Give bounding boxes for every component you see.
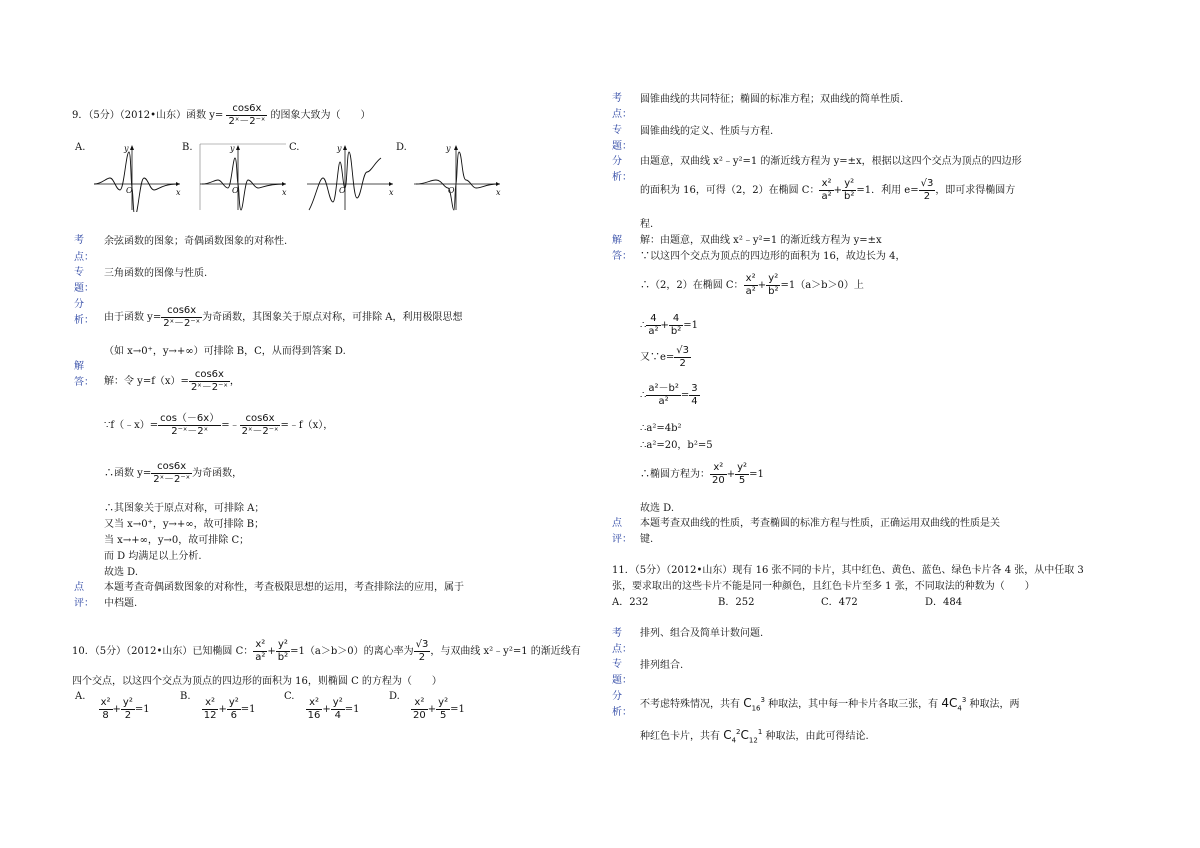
q9-graph-a-y-label: y <box>124 144 129 153</box>
q9-graph-b-y-label: y <box>230 144 235 153</box>
q10-jieda-label-2: 答： <box>612 251 632 262</box>
q10-kaodian-label-2: 点： <box>612 109 632 120</box>
q10-zhuanti-label-2: 题： <box>612 141 632 152</box>
q9-sol-line6: 当 x→+∞，y→0，故可排除 C； <box>104 535 250 546</box>
q10-sol-line3: ∴（2，2）在椭圆 C： $\frac{\text{x²}}{\text{a²}}$ + $\frac{\text{y²}}{\text{b²}}$ =1（a＞b＞0）上 <box>640 273 864 297</box>
q9-fenxi-line2: （如 x→0⁺，y→+∞）可排除 B，C，从而得到答案 D. <box>104 346 346 357</box>
q9-sol-line8: 故选 D. <box>104 567 139 578</box>
q9-option-b-label: B. <box>182 142 193 153</box>
q10-jieda-label: 解 <box>612 235 622 246</box>
q10-fenxi-line1: 由题意，双曲线 x²﹣y²=1 的渐近线方程为 y=±x，根据以这四个交点为顶点的四边形 <box>640 156 1022 167</box>
q9-graph-a-origin: O <box>126 186 133 195</box>
q10-zhuanti-label: 专 <box>612 125 622 136</box>
q9-sol-line5: 又当 x→0⁺，y→+∞，故可排除 B； <box>104 519 265 530</box>
q10-sol-line7: ∴a²=4b² <box>640 423 682 434</box>
q10-option-b: B. $\frac{\text{x²}}{12}$ + $\frac{\text{y²}}{6}$ =1 <box>180 691 256 721</box>
q9-graph-b-x-label: x <box>282 188 287 197</box>
q9-sol-line7: 而 D 均满足以上分析. <box>104 551 202 562</box>
q10-dianping-label-2: 评： <box>612 534 632 545</box>
q9-header <box>72 104 371 127</box>
q9-graph-d <box>412 142 504 212</box>
q9-sol-fraction3: $\frac{\cos 6x}{\text{2ˣ－2⁻ˣ}}$ <box>241 413 279 437</box>
q10-fenxi-label: 分 <box>612 156 622 167</box>
q11-fenxi-line2: 种红色卡片，共有 $C_4^2C_{12}^1$ 种取法，由此可得结论. <box>640 728 869 745</box>
q9-header-prefix: 9．（5分）（2012•山东）函数 y= <box>72 110 224 121</box>
q11-line1: 11．（5分）（2012•山东）现有 16 张不同的卡片，其中红色、黄色、蓝色、绿色卡片各 4 张，从中任取 3 <box>612 565 1084 576</box>
q9-zhuanti-label: 专 <box>74 267 84 278</box>
q9-func-fraction <box>226 104 267 127</box>
q10-option-a: A. $\frac{\text{x²}}{8}$ + $\frac{\text{y²}}{2}$ =1 <box>75 691 150 721</box>
q10-sol-line9: ∴椭圆方程为： $\frac{\text{x²}}{20}$ + $\frac{\text{y²}}{5}$ =1 <box>640 462 764 486</box>
q10-header-frac-y: $\frac{\text{y²}}{\text{b²}}$ <box>277 639 289 663</box>
q11-kaodian-label: 考 <box>612 628 622 639</box>
q9-jieda-label: 解 <box>74 361 84 372</box>
q9-graph-d-y-label: y <box>446 144 451 153</box>
q9-sol-fraction2: $\frac{\cos(-6x)}{\text{2⁻ˣ－2ˣ}}$ <box>160 413 220 437</box>
q10-kaodian-text: 圆锥曲线的共同特征；椭圆的标准方程；双曲线的简单性质. <box>640 94 904 105</box>
q11-option-c: C．472 <box>821 597 858 608</box>
q9-dianping-line1: 本题考查奇偶函数图象的对称性，考查极限思想的运用，考查排除法的应用，属于 <box>104 582 464 593</box>
q11-fenxi-label: 分 <box>612 691 622 702</box>
q10-dianping-line1: 本题考查双曲线的性质，考查椭圆的标准方程与性质，正确运用双曲线的性质是关 <box>640 518 1000 529</box>
q9-sol-line2: ∵f（﹣x）= $\frac{\cos(-6x)}{\text{2⁻ˣ－2ˣ}}$ =﹣ $\frac{\cos 6x}{\text{2ˣ－2⁻ˣ}}$ =﹣f（x）， <box>104 413 334 437</box>
q10-sol-line6: ∴ $\frac{\text{a²－b²}}{\text{a²}}$ = $\frac{3}{4}$ <box>640 383 698 407</box>
q11-option-d: D．484 <box>925 597 963 608</box>
q9-option-a-label: A. <box>75 142 86 153</box>
q10-dianping-label: 点 <box>612 518 622 529</box>
q9-graph-c <box>305 142 397 212</box>
q10-sol-line8: ∴a²=20，b²=5 <box>640 440 713 451</box>
q11-fenxi-label-2: 析： <box>612 707 632 718</box>
q9-header-suffix: 的图象大致为（ ） <box>270 110 371 121</box>
q10-fenxi-label-2: 析： <box>612 172 632 183</box>
q9-sol-line4: ∴其图象关于原点对称，可排除 A； <box>104 503 265 514</box>
q9-kaodian-label: 考 <box>74 235 84 246</box>
q9-graph-a <box>92 142 184 212</box>
q10-sol-line1: 解：由题意，双曲线 x²﹣y²=1 的渐近线方程为 y=±x <box>640 235 882 246</box>
q10-fenxi-line3: 程. <box>640 219 654 230</box>
q10-sol-line2: ∵以这四个交点为顶点的四边形的面积为 16，故边长为 4， <box>640 251 906 262</box>
q10-dianping-line2: 键. <box>640 534 654 545</box>
q9-fenxi-line1: 由于函数 y= $\frac{\cos 6x}{\text{2ˣ－2⁻ˣ}}$ 为奇函数，其图象关于原点对称，可排除 A，利用极限思想 <box>104 305 463 329</box>
q9-zhuanti-label-2: 题： <box>74 283 94 294</box>
q9-zhuanti-text: 三角函数的图像与性质. <box>104 268 208 279</box>
q9-graph-d-x-label: x <box>496 188 501 197</box>
q9-graph-b <box>198 142 290 212</box>
q9-fenxi-label-2: 析： <box>74 315 94 326</box>
q11-line2: 张，要求取出的这些卡片不能是同一种颜色，且红色卡片至多 1 张，不同取法的种数为（ ） <box>612 581 1035 592</box>
q10-fenxi-line2: 的面积为 16，可得（2，2）在椭圆 C： $\frac{\text{x²}}{\text{a²}}$ + $\frac{\text{y²}}{\text{b²}}$ =1．利用 e= $\frac{√3}{2}$ ，即可求得椭圆方 <box>640 178 1016 202</box>
q9-graph-c-x-label: x <box>389 188 394 197</box>
q9-graph-b-origin: O <box>232 186 239 195</box>
q11-zhuanti-text: 排列组合. <box>640 660 684 671</box>
q9-func-denominator: 2ˣ－2⁻ˣ <box>228 116 266 127</box>
q9-sol-line3: ∴函数 y= $\frac{\cos 6x}{\text{2ˣ－2⁻ˣ}}$ 为奇函数， <box>104 461 243 485</box>
q11-kaodian-text: 排列、组合及简单计数问题. <box>640 628 764 639</box>
q9-sol-line1: 解：令 y=f（x）= $\frac{\cos 6x}{\text{2ˣ－2⁻ˣ}}$ ， <box>104 369 240 393</box>
q9-graph-c-y-label: y <box>337 144 342 153</box>
q11-option-b: B．252 <box>718 597 755 608</box>
q9-sol-fraction1: $\frac{\cos 6x}{\text{2ˣ－2⁻ˣ}}$ <box>190 369 228 393</box>
q11-kaodian-label-2: 点： <box>612 644 632 655</box>
q11-fenxi-line1: 不考虑特殊情况，共有 $C_{16}^3$ 种取法，其中每一种卡片各取三张，有 $4C_4^3$ 种取法，两 <box>640 696 1020 713</box>
q9-kaodian-text: 余弦函数的图象；奇偶函数图象的对称性. <box>104 236 288 247</box>
q11-comb-c16-3: $C_{16}^3$ <box>743 696 765 713</box>
q10-option-d: D. $\frac{\text{x²}}{20}$ + $\frac{\text{y²}}{5}$ =1 <box>389 691 465 721</box>
q9-graph-d-origin: O <box>448 186 455 195</box>
q9-func-numerator: cos6x <box>226 104 267 116</box>
q11-zhuanti-label: 专 <box>612 659 622 670</box>
q11-zhuanti-label-2: 题： <box>612 675 632 686</box>
q9-option-d-label: D. <box>396 142 407 153</box>
q9-graph-c-origin: O <box>339 186 346 195</box>
q9-sol-fraction4: $\frac{\cos 6x}{\text{2ˣ－2⁻ˣ}}$ <box>153 461 191 485</box>
q9-graph-a-x-label: x <box>176 188 181 197</box>
q10-header: 10．（5分）（2012•山东）已知椭圆 C： $\frac{\text{x²}}{\text{a²}}$ + $\frac{\text{y²}}{\text{b²}}$ =1（a＞b＞0）的离心率为 $\frac{√3}{2}$ ，与双曲线 x²﹣y²=1 的渐近线有 <box>72 639 581 663</box>
q11-comb-c4-2-c12-1: $C_4^2C_{12}^1$ <box>723 728 763 745</box>
q10-sol-line4: ∴ $\frac{4}{\text{a²}}$ + $\frac{4}{\text{b²}}$ =1 <box>640 313 699 337</box>
q9-dianping-label-2: 评： <box>74 598 94 609</box>
q9-fenxi-label: 分 <box>74 299 84 310</box>
q11-option-a: A．232 <box>612 597 649 608</box>
q11-comb-4c4-3: $4C_4^3$ <box>941 696 967 713</box>
q9-option-c-label: C. <box>289 142 300 153</box>
q9-kaodian-label-2: 点： <box>74 252 94 263</box>
q9-dianping-line2: 中档题. <box>104 598 138 609</box>
q10-zhuanti-text: 圆锥曲线的定义、性质与方程. <box>640 126 774 137</box>
q9-jieda-label-2: 答： <box>74 377 94 388</box>
q10-header-line2: 四个交点，以这四个交点为顶点的四边形的面积为 16，则椭圆 C 的方程为（ ） <box>72 676 442 687</box>
q9-dianping-label: 点 <box>74 582 84 593</box>
q9-fenxi-fraction: $\frac{\cos 6x}{\text{2ˣ－2⁻ˣ}}$ <box>163 305 201 329</box>
q10-option-c: C. $\frac{\text{x²}}{16}$ + $\frac{\text{y²}}{4}$ =1 <box>284 691 360 721</box>
q10-header-frac-x: $\frac{\text{x²}}{\text{a²}}$ <box>255 639 266 663</box>
q10-header-frac-e: $\frac{√3}{2}$ <box>415 639 429 663</box>
q10-sol-line10: 故选 D. <box>640 503 675 514</box>
q10-kaodian-label: 考 <box>612 93 622 104</box>
q10-sol-line5: 又∵e= $\frac{√3}{2}$ <box>640 345 690 369</box>
